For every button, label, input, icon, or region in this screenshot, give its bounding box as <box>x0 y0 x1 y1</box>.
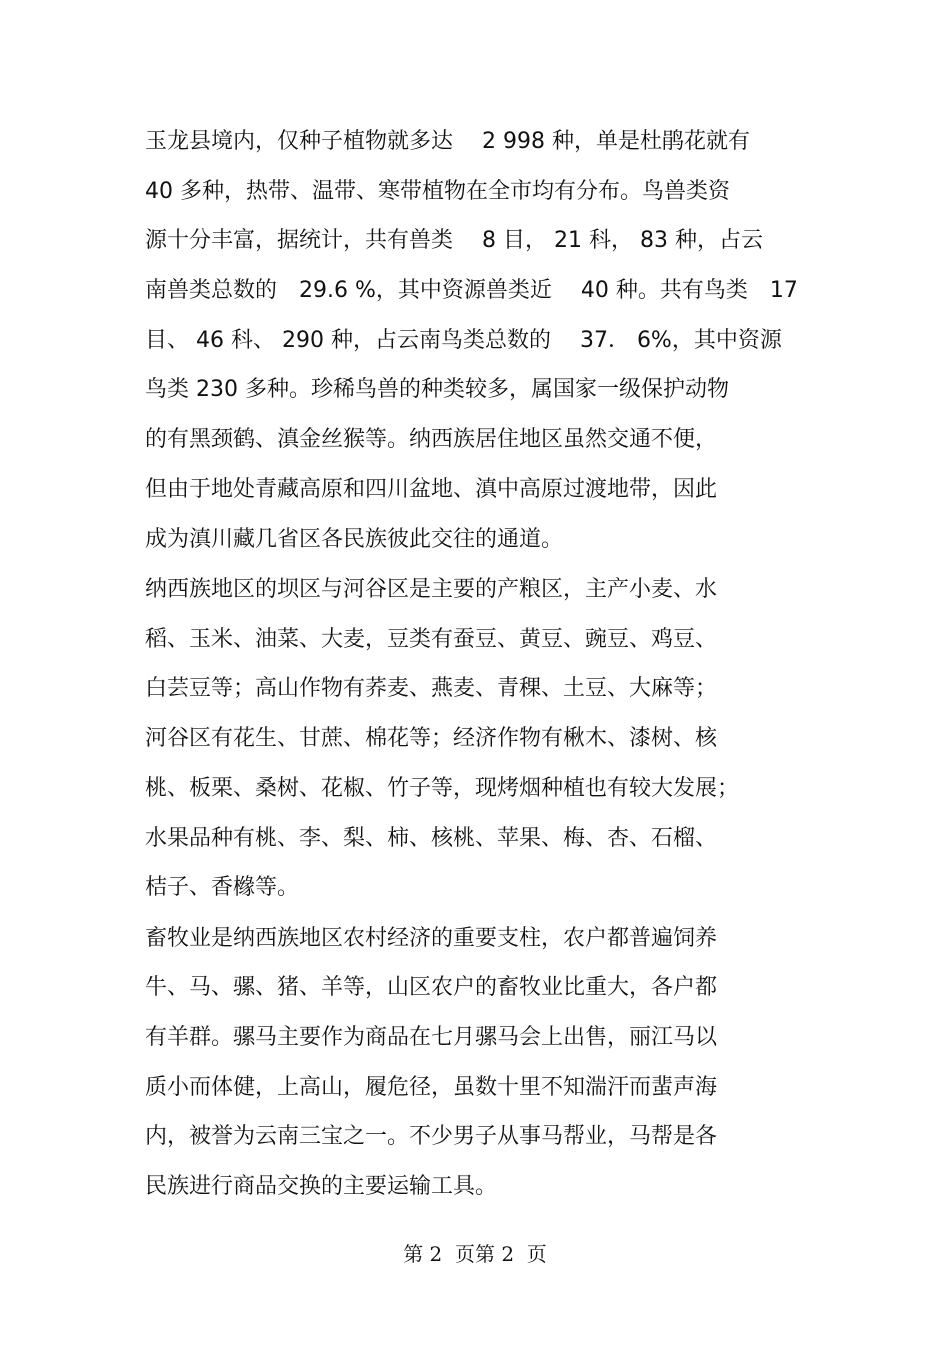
body-text-line: 玉龙县境内，仅种子植物就多达 2 998 种，单是杜鹃花就有 <box>145 129 750 154</box>
body-text-line: 民族进行商品交换的主要运输工具。 <box>145 1174 498 1199</box>
body-text-line: 但由于地处青藏高原和四川盆地、滇中高原过渡地带，因此 <box>145 477 718 502</box>
body-text-line: 畜牧业是纳西族地区农村经济的重要支柱，农户都普遍饲养 <box>145 926 718 951</box>
body-text-line: 牛、马、骡、猪、羊等，山区农户的畜牧业比重大，各户都 <box>145 975 718 1000</box>
body-text-line: 纳西族地区的坝区与河谷区是主要的产粮区，主产小麦、水 <box>145 577 718 602</box>
body-text-line: 有羊群。骡马主要作为商品在七月骡马会上出售，丽江马以 <box>145 1025 718 1050</box>
body-text-line: 桔子、香橼等。 <box>145 875 300 900</box>
body-text-line: 桃、板栗、桑树、花椒、竹子等，现烤烟种植也有较大发展； <box>145 776 740 801</box>
body-text-line: 的有黑颈鹤、滇金丝猴等。纳西族居住地区虽然交通不便， <box>145 427 718 452</box>
body-text-line: 40 多种，热带、温带、寒带植物在全市均有分布。鸟兽类资 <box>145 179 730 204</box>
page-footer: 第 2 页第 2 页 <box>403 1242 547 1266</box>
body-text-line: 河谷区有花生、甘蔗、棉花等；经济作物有楸木、漆树、核 <box>145 726 718 751</box>
body-text-line: 稻、玉米、油菜、大麦，豆类有蚕豆、黄豆、豌豆、鸡豆、 <box>145 627 718 652</box>
body-text-line: 目、 46 科、 290 种，占云南鸟类总数的 37． 6%，其中资源 <box>145 328 782 353</box>
body-text-line: 源十分丰富，据统计，共有兽类 8 目， 21 科， 83 种，占云 <box>145 228 763 253</box>
body-text-line: 鸟类 230 多种。珍稀鸟兽的种类较多，属国家一级保护动物 <box>145 377 729 402</box>
body-text-line: 质小而体健，上高山，履危径，虽数十里不知湍汗而蜚声海 <box>145 1075 718 1100</box>
body-text-line: 白芸豆等；高山作物有荞麦、燕麦、青稞、土豆、大麻等； <box>145 676 718 701</box>
body-text-line: 水果品种有桃、李、梨、柿、核桃、苹果、梅、杏、石榴、 <box>145 826 718 851</box>
body-text-line: 成为滇川藏几省区各民族彼此交往的通道。 <box>145 527 564 552</box>
body-text-line: 内，被誉为云南三宝之一。不少男子从事马帮业，马帮是各 <box>145 1124 718 1149</box>
body-text-line: 南兽类总数的 29.6 %，其中资源兽类近 40 种。共有鸟类 17 <box>145 278 798 303</box>
